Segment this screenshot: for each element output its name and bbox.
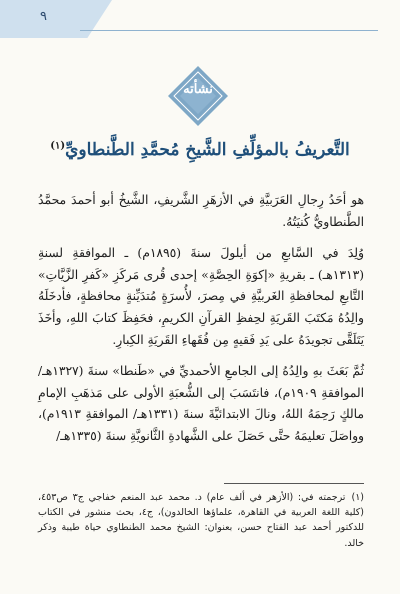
ornament-label: نشأته xyxy=(183,82,213,97)
footnote-text: ترجمته في: (الأزهر في ألف عام) د. محمد عبد المنعم خفاجي ج٣ ص٤٥٣، (كلية اللغة العربية في القاهرة، علماؤها الخالدون)، ج٤، بحث منشور في الكتاب للدكتور أحمد عبد الفتاح حسن، بعنوان: الشيخ محمد الطنطاوي حياة طيبة وذكر خالد. xyxy=(38,492,364,549)
page-number: ٩ xyxy=(40,9,47,24)
page-header-tab xyxy=(0,0,112,38)
footnote xyxy=(38,490,364,551)
section-title xyxy=(30,140,370,160)
title-footnote-ref: (١) xyxy=(50,140,66,152)
paragraph: ثُمَّ بَعَثَ بهِ والِدُهُ إلى الجامعِ الأحمديِّ في «طَنطا» سنةَ (١٣٢٧هـ/ الموافقةِ ١٩٠٩م)، فانتَسَبَ إلى الشُّعبَةِ الأولى على مَذهَبِ الإمامِ مالكٍ رَحِمَهُ اللهُ، ونالَ الابتدائيَّةَ سنةَ (١٣٣١هـ/ الموافقةِ ١٩١٣م)، وواصَلَ تعليمَهُ حتَّى حَصَلَ على الشَّهادةِ الثَّانويَّةِ سنةَ (١٣٣٥هـ/ xyxy=(38,364,364,443)
footnote-rule xyxy=(224,483,364,484)
section-title-text: التَّعريفُ بالمؤلِّفِ الشَّيخِ مُحمَّدِ الطَّنطاويِّ xyxy=(65,140,350,160)
header-rule xyxy=(80,30,378,31)
body-text xyxy=(38,190,364,458)
paragraph: هو أحَدُ رِجالِ العَرَبيَّةِ في الأزهَرِ الشَّريفِ، الشَّيخُ أبو أحمدَ محمَّدُ الطَّنطاويُّ كُنيَتُهُ. xyxy=(38,193,364,229)
paragraph: وُلِدَ في السَّابعِ من أيلولَ سنةَ (١٨٩٥م) ـ الموافقةِ لسنةِ (١٣١٣هـ) ـ بقريةِ «إكوَةِ الحِصَّةِ» إحدى قُرى مَركَزِ «كَفرِ الزَّيَّاتِ» التَّابعِ لمحافظةِ الغَربيَّةِ في مِصرَ، لأُسرَةٍ مُتدَيِّنةٍ محافظةٍ، فأدخَلَهُ والِدُهُ مَكتَبَ القَريَةِ لحِفظِ القرآنِ الكريمِ، فحَفِظَ كتابَ اللهِ، وأخَذَ يَتَلَقَّى تجويدَهُ على يَدِ فَقيهٍ مِن فُقَهاءِ القَريَةِ الكِبارِ. xyxy=(38,246,364,347)
footnote-marker: (١) xyxy=(351,492,365,503)
